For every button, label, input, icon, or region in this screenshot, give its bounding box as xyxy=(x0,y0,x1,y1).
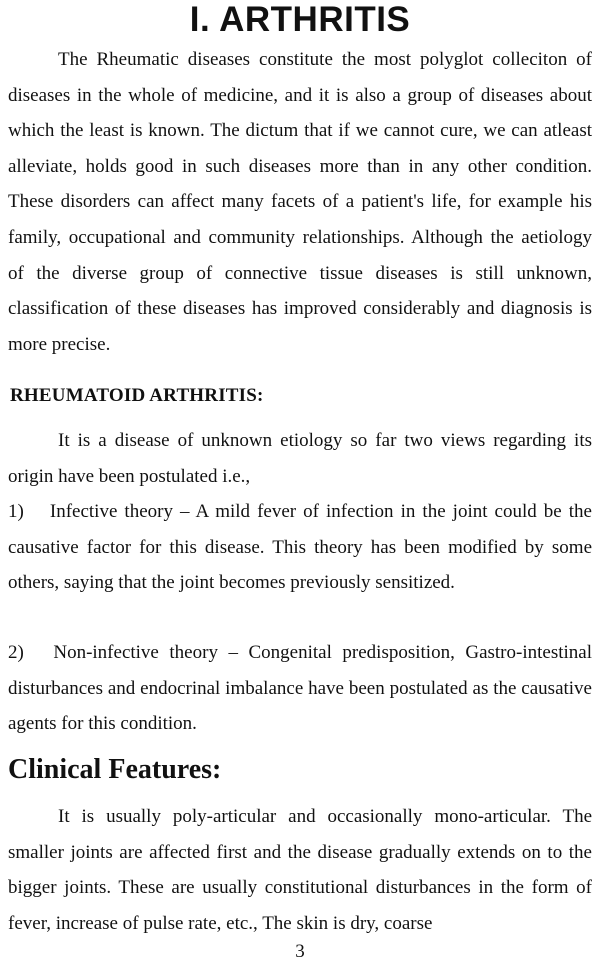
rheumatoid-arthritis-heading: RHEUMATOID ARTHRITIS: xyxy=(10,385,264,406)
clinical-features-paragraph: It is usually poly-articular and occasionally mono-articular. The smaller joints are affected first and the disease gradually extends on to the bigger joints. These are usually constitutional disturbances in the form of fever, increase of pulse rate, etc., The skin is dry, coarse xyxy=(8,806,592,934)
non-infective-theory-paragraph: 2) Non-infective theory – Congenital predisposition, Gastro-intestinal disturbances and endocrinal imbalance have been postulated as the causative agents for this condition. xyxy=(8,642,592,735)
clinical-features-heading: Clinical Features: xyxy=(8,754,222,785)
infective-theory-paragraph: 1) Infective theory – A mild fever of infection in the joint could be the causative factor for this disease. This theory has been modified by some others, saying that the joint becomes previously sensitized. xyxy=(8,501,592,594)
chapter-title: I. ARTHRITIS xyxy=(189,0,411,39)
rheumatoid-intro-paragraph: It is a disease of unknown etiology so far two views regarding its origin have been postulated i.e., xyxy=(8,430,592,487)
intro-paragraph: The Rheumatic diseases constitute the most polyglot colleciton of diseases in the whole of medicine, and it is also a group of diseases about which the least is known. The dictum that if we cannot cure, we can atleast alleviate, holds good in such diseases more than in any other condition. These disorders can affect many facets of a patient's life, for example his family, occupational and community relationships. Although the aetiology of the diverse group of connective tissue diseases is still unknown, classification of these diseases has improved considerably and diagnosis is more precise. xyxy=(8,49,592,355)
page-number: 3 xyxy=(295,941,305,962)
